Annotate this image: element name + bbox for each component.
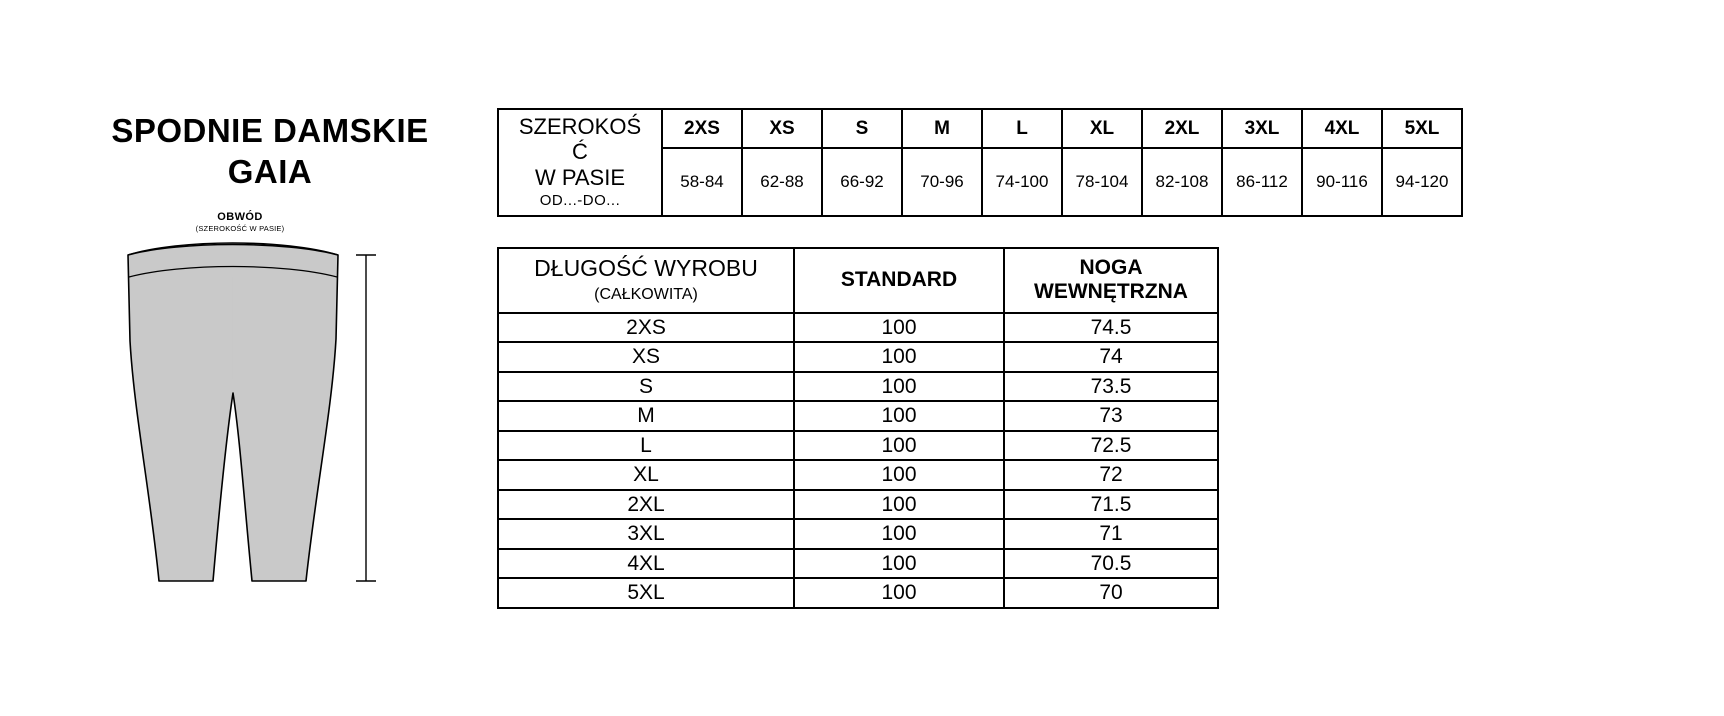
length-header-left-main: DŁUGOŚĆ WYROBU [534,255,758,281]
length-standard-cell: 100 [794,519,1004,549]
length-size-cell: 2XS [498,313,794,343]
length-header-left-small: (CAŁKOWITA) [594,285,698,303]
length-standard-cell: 100 [794,313,1004,343]
table-row [498,460,1218,490]
length-size-cell: 3XL [498,519,794,549]
length-innerleg-cell: 74 [1004,342,1218,372]
size-header-cell: M [902,109,982,148]
length-size-cell: XS [498,342,794,372]
table-row [498,578,1218,608]
waist-header-line1: SZEROKOŚ [518,114,642,139]
length-standard-cell: 100 [794,342,1004,372]
size-header-cell: XL [1062,109,1142,148]
length-header-inner-leg: NOGA WEWNĘTRZNA [1004,248,1218,313]
table-row [498,490,1218,520]
length-innerleg-cell: 72.5 [1004,431,1218,461]
waist-value-cell: 86-112 [1222,148,1302,216]
length-innerleg-cell: 71.5 [1004,490,1218,520]
length-innerleg-cell: 73.5 [1004,372,1218,402]
table-row [498,313,1218,343]
waist-header-line3: W PASIE [534,164,626,190]
length-innerleg-cell: 73 [1004,401,1218,431]
measure-label-waist-sub: (SZEROKOŚĆ W PASIE) [195,223,285,233]
table-row [498,401,1218,431]
waist-value-cell: 66-92 [822,148,902,216]
table-row [498,549,1218,579]
product-title-line2: GAIA [227,153,313,191]
length-innerleg-cell: 72 [1004,460,1218,490]
waist-value-cell: 62-88 [742,148,822,216]
product-title-line1: SPODNIE DAMSKIE [111,112,429,149]
waist-value-cell: 94-120 [1382,148,1462,216]
waist-value-cell: 90-116 [1302,148,1382,216]
length-header-left [498,248,794,313]
length-size-cell: XL [498,460,794,490]
length-table [497,247,1219,609]
length-innerleg-cell: 74.5 [1004,313,1218,343]
length-standard-cell: 100 [794,490,1004,520]
length-size-cell: 4XL [498,549,794,579]
length-standard-cell: 100 [794,401,1004,431]
length-innerleg-cell: 70 [1004,578,1218,608]
length-size-cell: S [498,372,794,402]
waist-value-cell: 82-108 [1142,148,1222,216]
waist-header-line2: Ć [572,139,588,165]
length-standard-cell: 100 [794,460,1004,490]
waist-header-small: OD...-DO... [539,191,621,209]
length-size-cell: 5XL [498,578,794,608]
waist-value-cell: 58-84 [662,148,742,216]
length-size-cell: L [498,431,794,461]
size-header-cell: 5XL [1382,109,1462,148]
table-row [498,372,1218,402]
size-header-cell: 2XL [1142,109,1222,148]
product-panel [60,110,480,611]
length-standard-cell: 100 [794,431,1004,461]
measure-label-waist: OBWÓD [217,210,263,223]
table-row [498,248,1218,313]
length-size-cell: M [498,401,794,431]
waist-value-cell: 74-100 [982,148,1062,216]
length-standard-cell: 100 [794,372,1004,402]
size-header-cell: S [822,109,902,148]
waist-table-header-label [498,109,662,216]
table-row [498,431,1218,461]
length-innerleg-cell: 70.5 [1004,549,1218,579]
page-title [70,110,470,193]
size-header-cell: 2XS [662,109,742,148]
size-header-cell: 4XL [1302,109,1382,148]
table-row [498,342,1218,372]
size-header-cell: L [982,109,1062,148]
waist-value-cell: 70-96 [902,148,982,216]
length-innerleg-cell: 71 [1004,519,1218,549]
waist-width-table [497,108,1463,217]
waist-value-cell: 78-104 [1062,148,1142,216]
table-row [498,519,1218,549]
table-row [498,109,1462,148]
garment-figure [120,211,420,611]
pants-illustration-icon [120,229,420,609]
length-standard-cell: 100 [794,549,1004,579]
size-header-cell: XS [742,109,822,148]
length-header-standard: STANDARD [794,248,1004,313]
size-header-cell: 3XL [1222,109,1302,148]
length-standard-cell: 100 [794,578,1004,608]
length-size-cell: 2XL [498,490,794,520]
